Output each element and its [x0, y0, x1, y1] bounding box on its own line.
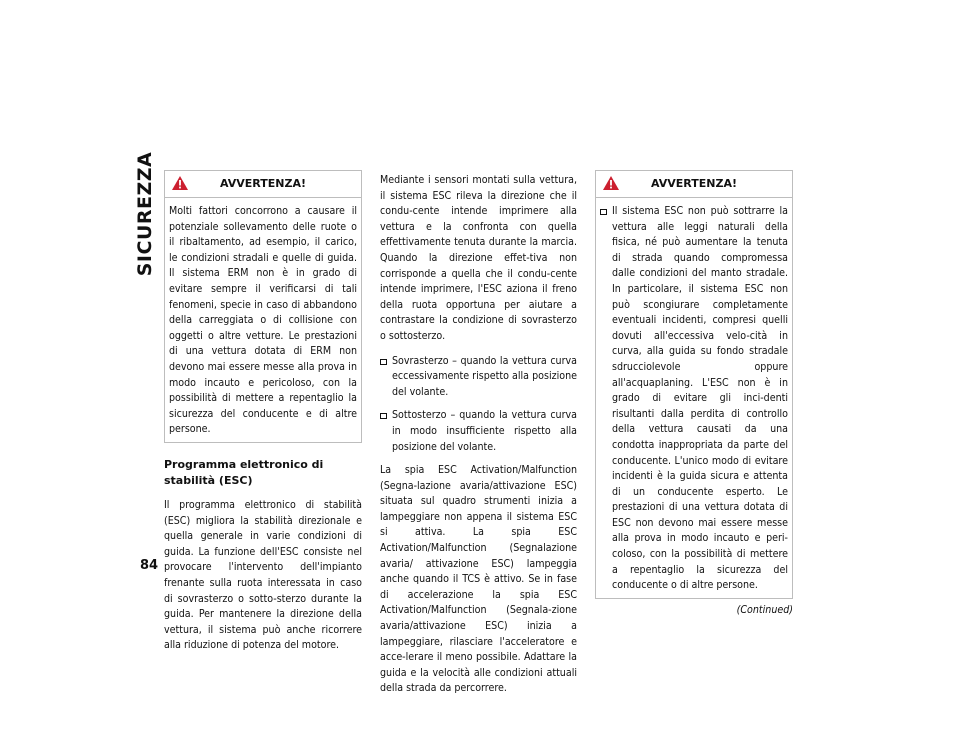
warning-text: Il sistema ESC non può sottrarre la vettura alle leggi naturali della fisica, né può aumentare la tenuta di strada quando compromessa dalle condizioni del manto stradale. In particolare, il sistema ESC non può scongiurare completamente eventuali incidenti, compresi quelli dovuti all'eccessiva velo-cità in curva, alla guida su fondo stradale sdrucciolevole oppure all'acquaplaning. L'ESC non è in grado di evitare gli inci-denti risultanti dalla perdita di controllo della vettura causati da una condotta inappropriata da parte del conducente. L'unico modo di evitare incidenti è la guida sicura e attenta di un conducente esperto. Le prestazioni di una vettura dotata di ESC non devono mai essere messe alla prova in modo incauto e peri-coloso, con la possibilità di mettere a repentaglio la sicurezza del conducente o di altre persone.	[612, 205, 788, 592]
section-heading-esc: Programma elettronico di stabilità (ESC)	[164, 457, 324, 487]
continued-label: (Continued)	[736, 603, 793, 616]
section-side-title-text: SICUREZZA	[134, 151, 156, 277]
paragraph-esc-sensors: Mediante i sensori montati sulla vettura, il sistema ESC rileva la direzione che il condu-cente intende imprimere alla vettura e la confronta con quella effettivamente tenuta durante la marcia. Quando la direzione effet-tiva non corrisponde a quella che il condu-cente intende imprimere, l'ESC aziona il freno della ruota opportuna per aiutare a contrastare la condizione di sovrasterzo o sottosterzo.	[380, 174, 577, 342]
warning-title: AVVERTENZA!	[219, 177, 306, 190]
page-number: 84	[140, 558, 159, 573]
column-3	[595, 170, 793, 618]
square-bullet-icon	[380, 413, 387, 419]
warning-body	[596, 198, 792, 598]
column-1	[164, 170, 362, 663]
warning-triangle-icon	[171, 175, 189, 191]
list-item	[600, 204, 788, 594]
section-side-title	[132, 151, 158, 277]
paragraph-esc-lamp: La spia ESC Activation/Malfunction (Segna-lazione avaria/attivazione ESC) situata sul quadro strumenti inizia a lampeggiare non appena il sistema ESC si attiva. La spia ESC Activation/Malfunction (Segnalazione avaria/ attivazione ESC) lampeggia anche quando il TCS è attivo. Se in fase di accelerazione la spia ESC Activation/Malfunction (Segnala-zione avaria/attivazione ESC) inizia a lampeggiare, rilasciare l'acceleratore e acce-lerare il meno possibile. Adattare la guida e la velocità alle condizioni attuali della strada da percorrere.	[380, 464, 577, 695]
warning-body	[165, 198, 361, 442]
list-item	[380, 354, 577, 401]
warning-header	[596, 171, 792, 198]
list-item-text: Sottosterzo – quando la vettura curva in modo insufficiente rispetto alla posizione del volante.	[392, 409, 577, 453]
warning-title: AVVERTENZA!	[650, 177, 737, 190]
warning-header	[165, 171, 361, 198]
warning-text: Molti fattori concorrono a causare il potenziale sollevamento delle ruote o il ribaltamento, ad esempio, il carico, le condizioni stradali e quelle di guida. Il sistema ERM non è in grado di evitare sempre il verificarsi di tali fenomeni, specie in caso di abbandono della carreggiata o di collisione con oggetti o altre vetture. Le prestazioni di una vettura dotata di ERM non devono mai essere messe alla prova in modo incauto e pericoloso, con la possibilità di mettere a repentaglio la sicurezza del conducente e di altre persone.	[169, 205, 357, 436]
list-item-text: Sovrasterzo – quando la vettura curva eccessivamente rispetto alla posizione del volante.	[392, 354, 577, 398]
square-bullet-icon	[600, 209, 607, 215]
paragraph-esc-intro: Il programma elettronico di stabilità (ESC) migliora la stabilità direzionale e quella generale in varie condizioni di guida. La funzione dell'ESC consiste nel provocare l'intervento dell'impianto frenante sulla ruota interessata in caso di sovrasterzo o sotto-sterzo durante la guida. Per mantenere la direzione della vettura, il sistema può anche ricorrere alla riduzione di potenza del motore.	[164, 499, 362, 652]
warning-box-esc	[595, 170, 793, 599]
warning-box-erm	[164, 170, 362, 443]
column-2	[380, 173, 577, 706]
warning-triangle-icon	[602, 175, 620, 191]
list-item	[380, 408, 577, 455]
square-bullet-icon	[380, 359, 387, 365]
